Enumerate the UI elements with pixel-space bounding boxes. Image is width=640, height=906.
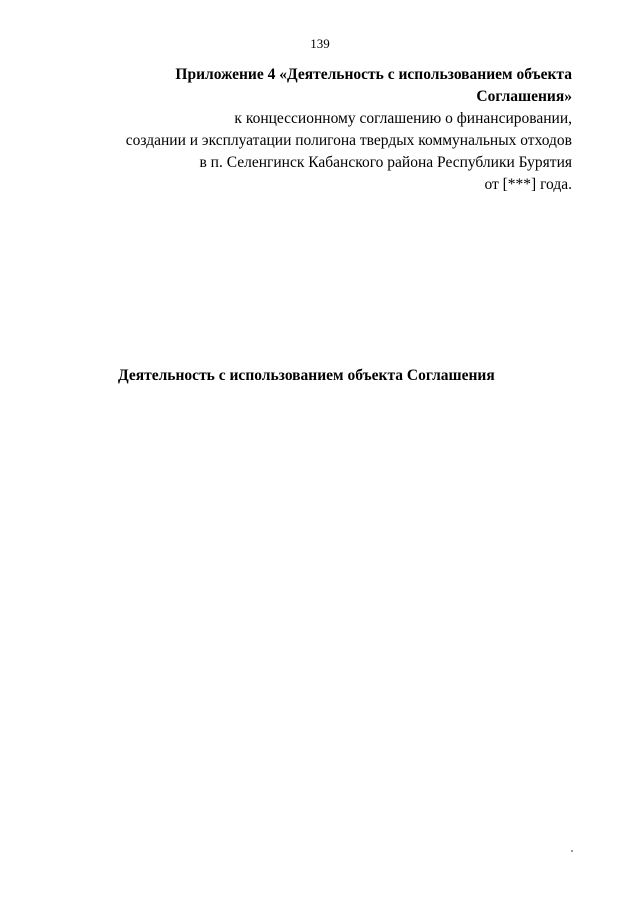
appendix-title-line: Соглашения» xyxy=(476,88,572,105)
appendix-subtitle-line: в п. Селенгинск Кабанского района Республики Бурятия xyxy=(199,154,572,171)
appendix-subtitle-line: от [***] года. xyxy=(484,176,572,193)
page-number: 139 xyxy=(310,36,330,51)
appendix-subtitle-line: к концессионному соглашению о финансировании, xyxy=(234,110,572,127)
appendix-subtitle-line: создании и эксплуатации полигона твердых коммунальных отходов xyxy=(125,132,572,149)
section-heading: Деятельность с использованием объекта Соглашения xyxy=(118,367,495,384)
appendix-header xyxy=(102,64,572,196)
appendix-title-line: Приложение 4 «Деятельность с использованием объекта xyxy=(175,66,572,83)
appendix-title xyxy=(102,64,572,108)
appendix-subtitle xyxy=(102,108,572,196)
scan-mark xyxy=(571,850,573,852)
